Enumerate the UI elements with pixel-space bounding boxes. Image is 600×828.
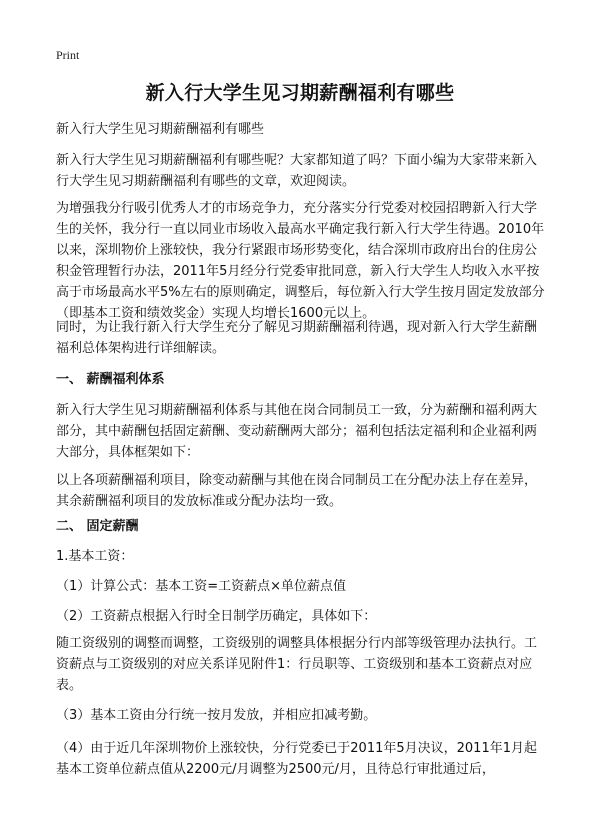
intro-paragraph: 新入行大学生见习期薪酬福利有哪些呢？大家都知道了吗？下面小编为大家带来新入行大学生见习期薪酬福利有哪些的文章，欢迎阅读。 — [56, 153, 538, 189]
page-title: 新入行大学生见习期薪酬福利有哪些 — [145, 82, 455, 104]
formula-paragraph: （1）计算公式：基本工资=工资薪点×单位薪点值 — [56, 579, 347, 594]
adjust-paragraph: 随工资级别的调整而调整，工资级别的调整具体根据分行内部等级管理办法执行。工资薪点与工资级别的对应关系详见附件1：行员职等、工资级别和基本工资薪点对应表。 — [56, 636, 538, 693]
section-heading-fixed-salary: 二、 固定薪酬 — [56, 519, 139, 534]
points-paragraph: （2）工资薪点根据入行时全日制学历确定，具体如下： — [56, 609, 377, 624]
print-link[interactable]: Print — [56, 48, 80, 62]
section-heading-salary-system: 一、 薪酬福利体系 — [56, 372, 165, 387]
monthly-paragraph: （3）基本工资由分行统一按月发放，并相应扣减考勤。 — [56, 708, 377, 723]
background-paragraph: 为增强我分行吸引优秀人才的市场竞争力，充分落实分行党委对校园招聘新入行大学生的关怀，我分行一直以同业市场收入最高水平确定我行新入行大学生待遇。2010年以来，深圳物价上涨较快，我分行紧跟市场形势变化，结合深圳市政府出台的住房公积金管理暂行办法，2011年5月经分行党委审批同意，新入行大学生人均收入水平按高于市场最高水平5%左右的原则确定，调整后，每位新入行大学生按月固定发放部分（即基本工资和绩效奖金）实现人均增长1600元以上。 — [56, 201, 545, 321]
purpose-paragraph: 同时，为让我行新入行大学生充分了解见习期薪酬福利待遇，现对新入行大学生薪酬福利总体架构进行详细解读。 — [56, 320, 538, 356]
basic-salary-label: 1.基本工资： — [56, 549, 134, 564]
subtitle: 新入行大学生见习期薪酬福利有哪些 — [56, 122, 265, 137]
difference-paragraph: 以上各项薪酬福利项目，除变动薪酬与其他在岗合同制员工在分配办法上存在差异，其余薪酬福利项目的发放标准或分配办法均一致。 — [56, 473, 538, 509]
system-paragraph: 新入行大学生见习期薪酬福利体系与其他在岗合同制员工一致，分为薪酬和福利两大部分，其中薪酬包括固定薪酬、变动薪酬两大部分；福利包括法定福利和企业福利两大部分，具体框架如下： — [56, 403, 538, 460]
raise-paragraph: （4）由于近几年深圳物价上涨较快，分行党委已于2011年5月决议，2011年1月起基本工资单位薪点值从2200元/月调整为2500元/月，且待总行审批通过后， — [56, 741, 537, 777]
